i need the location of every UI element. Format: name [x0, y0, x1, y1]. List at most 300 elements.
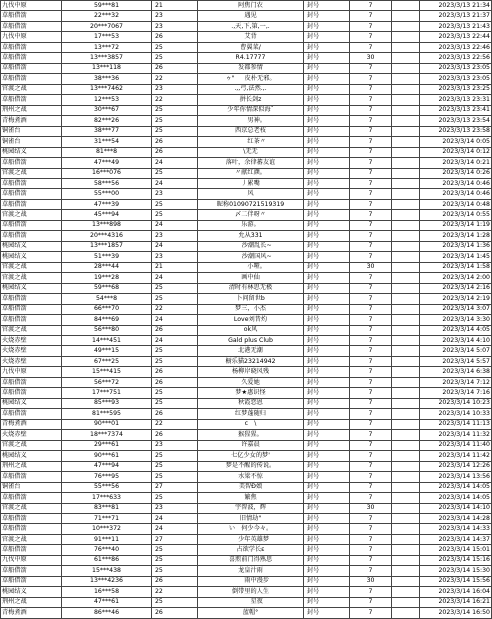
account-cell: 49***15	[62, 346, 152, 356]
role-name-cell: い 何少今々。	[198, 524, 304, 534]
time-cell: 2023/3/14 15:30	[420, 566, 492, 576]
level-cell: 25	[152, 283, 198, 293]
level-cell: 24	[152, 315, 198, 325]
status-cell: 封号	[304, 388, 350, 398]
account-cell: 18***7374	[62, 430, 152, 440]
empty-cell	[392, 147, 420, 157]
server-cell: 草船借箭	[1, 513, 62, 523]
server-cell: 草船借箭	[1, 178, 62, 188]
time-cell: 2023/3/14 0:46	[420, 189, 492, 199]
days-cell: 7	[350, 440, 392, 450]
days-cell: 7	[350, 482, 392, 492]
days-cell: 7	[350, 273, 392, 283]
server-cell: 草船借箭	[1, 158, 62, 168]
status-cell: 封号	[304, 608, 350, 618]
server-cell: 草船借箭	[1, 377, 62, 387]
empty-cell	[392, 210, 420, 220]
role-name-cell: 阿焦门农	[198, 1, 304, 11]
account-cell: 13***72	[62, 42, 152, 52]
days-cell: 7	[350, 587, 392, 597]
table-row	[1, 21, 492, 31]
status-cell: 封号	[304, 178, 350, 188]
status-cell: 封号	[304, 398, 350, 408]
time-cell: 2023/3/14 15:01	[420, 545, 492, 555]
table-row	[1, 430, 492, 440]
status-cell: 封号	[304, 346, 350, 356]
empty-cell	[392, 440, 420, 450]
role-name-cell: c \	[198, 419, 304, 429]
level-cell: 25	[152, 116, 198, 126]
time-cell: 2023/3/14 16:21	[420, 597, 492, 607]
role-name-cell: 龙皇汁雨	[198, 566, 304, 576]
server-cell: 草船借箭	[1, 199, 62, 209]
role-name-cell: 旧情劫"	[198, 513, 304, 523]
account-cell: 67***25	[62, 356, 152, 366]
days-cell: 7	[350, 168, 392, 178]
days-cell: 7	[350, 241, 392, 251]
status-cell: 封号	[304, 189, 350, 199]
role-name-cell: \无无	[198, 147, 304, 157]
role-name-cell: 西京总老枝	[198, 126, 304, 136]
account-cell: 45***94	[62, 210, 152, 220]
time-cell: 2023/3/13 22:46	[420, 42, 492, 52]
role-name-cell: 喜煎前门得熟思	[198, 555, 304, 565]
status-cell: 封号	[304, 587, 350, 597]
days-cell: 7	[350, 409, 392, 419]
level-cell: 25	[152, 597, 198, 607]
server-cell: 官渡之战	[1, 440, 62, 450]
status-cell: 封号	[304, 336, 350, 346]
empty-cell	[392, 315, 420, 325]
level-cell: 22	[152, 95, 198, 105]
role-name-cell: .,天,下,第,一,.	[198, 21, 304, 31]
status-cell: 封号	[304, 199, 350, 209]
status-cell: 封号	[304, 409, 350, 419]
account-cell: 81***8	[62, 147, 152, 157]
empty-cell	[392, 220, 420, 230]
server-cell: 官渡之战	[1, 262, 62, 272]
role-name-cell: 允从331	[198, 231, 304, 241]
status-cell: 封号	[304, 158, 350, 168]
account-cell: 20***7067	[62, 21, 152, 31]
status-cell: 封号	[304, 503, 350, 513]
table-row	[1, 367, 492, 377]
status-cell: 封号	[304, 294, 350, 304]
time-cell: 2023/3/13 23:58	[420, 126, 492, 136]
empty-cell	[392, 482, 420, 492]
server-cell: 草船借箭	[1, 21, 62, 31]
role-name-cell: 沙潮乱长~	[198, 241, 304, 251]
server-cell: 火烧赤壁	[1, 430, 62, 440]
empty-cell	[392, 252, 420, 262]
account-cell: 66***70	[62, 304, 152, 314]
server-cell: 火烧赤壁	[1, 336, 62, 346]
role-name-cell: 久爱她	[198, 377, 304, 387]
time-cell: 2023/3/14 7:16	[420, 388, 492, 398]
time-cell: 2023/3/14 14:05	[420, 482, 492, 492]
table-row	[1, 545, 492, 555]
days-cell: 7	[350, 315, 392, 325]
time-cell: 2023/3/14 11:40	[420, 440, 492, 450]
table-row	[1, 587, 492, 597]
status-cell: 封号	[304, 74, 350, 84]
account-cell: 47***49	[62, 158, 152, 168]
days-cell: 7	[350, 199, 392, 209]
time-cell: 2023/3/13 22:44	[420, 32, 492, 42]
account-cell: 17***751	[62, 388, 152, 398]
status-cell: 封号	[304, 576, 350, 586]
status-cell: 封号	[304, 126, 350, 136]
level-cell: 23	[152, 231, 198, 241]
account-cell: 13***3857	[62, 53, 152, 63]
time-cell: 2023/3/14 2:16	[420, 283, 492, 293]
empty-cell	[392, 472, 420, 482]
level-cell: 22	[152, 304, 198, 314]
level-cell: 25	[152, 126, 198, 136]
account-cell: 55***00	[62, 189, 152, 199]
status-cell: 封号	[304, 283, 350, 293]
status-cell: 封号	[304, 315, 350, 325]
table-row	[1, 315, 492, 325]
account-cell: 55***56	[62, 482, 152, 492]
days-cell: 7	[350, 11, 392, 21]
level-cell: 26	[152, 430, 198, 440]
role-name-cell: 丿累嘴	[198, 178, 304, 188]
empty-cell	[392, 262, 420, 272]
time-cell: 2023/3/13 23:05	[420, 74, 492, 84]
server-cell: 九伐中原	[1, 367, 62, 377]
empty-cell	[392, 534, 420, 544]
status-cell: 封号	[304, 220, 350, 230]
days-cell: 7	[350, 367, 392, 377]
account-cell: 59***68	[62, 283, 152, 293]
table-row	[1, 262, 492, 272]
days-cell: 7	[350, 32, 392, 42]
server-cell: 草船借箭	[1, 493, 62, 503]
status-cell: 封号	[304, 11, 350, 21]
empty-cell	[392, 42, 420, 52]
days-cell: 7	[350, 430, 392, 440]
days-cell: 7	[350, 534, 392, 544]
status-cell: 封号	[304, 1, 350, 11]
status-cell: 封号	[304, 241, 350, 251]
server-cell: 草船借箭	[1, 388, 62, 398]
time-cell: 2023/3/14 0:46	[420, 178, 492, 188]
server-cell: 官渡之战	[1, 325, 62, 335]
time-cell: 2023/3/14 3:30	[420, 315, 492, 325]
status-cell: 封号	[304, 273, 350, 283]
empty-cell	[392, 32, 420, 42]
table-row	[1, 482, 492, 492]
role-name-cell: 水梁不惊	[198, 472, 304, 482]
account-cell: 85***93	[62, 398, 152, 408]
account-cell: 17***53	[62, 32, 152, 42]
table-row	[1, 346, 492, 356]
status-cell: 封号	[304, 105, 350, 115]
role-name-cell: 七亿少女的梦'	[198, 451, 304, 461]
level-cell: 22	[152, 587, 198, 597]
level-cell: 25	[152, 388, 198, 398]
table-row	[1, 178, 492, 188]
table-row	[1, 63, 492, 73]
role-name-cell: R4.17777	[198, 53, 304, 63]
time-cell: 2023/3/14 4:05	[420, 325, 492, 335]
role-name-cell: 昵称01090721519319	[198, 199, 304, 209]
level-cell: 25	[152, 555, 198, 565]
time-cell: 2023/3/14 5:57	[420, 356, 492, 366]
account-cell: 15***415	[62, 367, 152, 377]
days-cell: 7	[350, 566, 392, 576]
empty-cell	[392, 273, 420, 283]
table-row	[1, 461, 492, 471]
table-row	[1, 576, 492, 586]
empty-cell	[392, 178, 420, 188]
empty-cell	[392, 158, 420, 168]
time-cell: 2023/3/14 5:07	[420, 346, 492, 356]
table-row	[1, 283, 492, 293]
account-cell: 47***39	[62, 199, 152, 209]
days-cell: 7	[350, 252, 392, 262]
time-cell: 2023/3/14 1:58	[420, 262, 492, 272]
time-cell: 2023/3/14 14:10	[420, 503, 492, 513]
account-cell: 13***898	[62, 220, 152, 230]
time-cell: 2023/3/14 1:19	[420, 220, 492, 230]
account-cell: 83***81	[62, 503, 152, 513]
table-row	[1, 356, 492, 366]
empty-cell	[392, 409, 420, 419]
account-cell: 71***71	[62, 513, 152, 523]
days-cell: 7	[350, 419, 392, 429]
days-cell: 7	[350, 231, 392, 241]
server-cell: 草船借箭	[1, 304, 62, 314]
status-cell: 封号	[304, 84, 350, 94]
server-cell: 草船借箭	[1, 294, 62, 304]
account-cell: 90***01	[62, 419, 152, 429]
account-cell: 30***67	[62, 105, 152, 115]
empty-cell	[392, 367, 420, 377]
status-cell: 封号	[304, 440, 350, 450]
account-cell: 76***95	[62, 472, 152, 482]
time-cell: 2023/3/14 16:04	[420, 587, 492, 597]
table-row	[1, 241, 492, 251]
role-name-cell: 猴猩猩。	[198, 430, 304, 440]
table-row	[1, 555, 492, 565]
role-name-cell: Love刘昔灼	[198, 315, 304, 325]
time-cell: 2023/3/14 14:28	[420, 513, 492, 523]
level-cell: 24	[152, 513, 198, 523]
server-cell: 草船借箭	[1, 231, 62, 241]
days-cell: 7	[350, 147, 392, 157]
level-cell: 25	[152, 105, 198, 115]
empty-cell	[392, 461, 420, 471]
table-row	[1, 126, 492, 136]
time-cell: 2023/3/14 3:07	[420, 304, 492, 314]
status-cell: 封号	[304, 21, 350, 31]
table-row	[1, 597, 492, 607]
empty-cell	[392, 597, 420, 607]
account-cell: 38***36	[62, 74, 152, 84]
days-cell: 7	[350, 210, 392, 220]
status-cell: 封号	[304, 147, 350, 157]
role-name-cell: 美智Ð娘	[198, 482, 304, 492]
empty-cell	[392, 241, 420, 251]
role-name-cell: Gald plus Club	[198, 336, 304, 346]
role-name-cell: 曹翼菜/	[198, 42, 304, 52]
role-name-cell: 北港无潮	[198, 346, 304, 356]
table-row	[1, 304, 492, 314]
level-cell: 25	[152, 472, 198, 482]
server-cell: 草船借箭	[1, 42, 62, 52]
level-cell: 24	[152, 273, 198, 283]
account-cell: 91***11	[62, 534, 152, 544]
days-cell: 7	[350, 545, 392, 555]
table-row	[1, 147, 492, 157]
status-cell: 封号	[304, 53, 350, 63]
role-name-cell: 〆二伴呀〃	[198, 210, 304, 220]
days-cell: 7	[350, 493, 392, 503]
days-cell: 7	[350, 325, 392, 335]
server-cell: 草船借箭	[1, 74, 62, 84]
days-cell: 7	[350, 116, 392, 126]
days-cell: 7	[350, 21, 392, 31]
role-name-cell: 小哑。	[198, 262, 304, 272]
days-cell: 7	[350, 84, 392, 94]
level-cell: 26	[152, 32, 198, 42]
time-cell: 2023/3/14 0:21	[420, 158, 492, 168]
empty-cell	[392, 325, 420, 335]
empty-cell	[392, 398, 420, 408]
level-cell: 23	[152, 84, 198, 94]
time-cell: 2023/3/14 11:32	[420, 430, 492, 440]
role-name-cell: 橱乐猫23214942	[198, 356, 304, 366]
server-cell: 铜雀台	[1, 137, 62, 147]
table-row	[1, 493, 492, 503]
role-name-cell: 梦★惠识怪	[198, 388, 304, 398]
account-cell: 31***54	[62, 137, 152, 147]
days-cell: 7	[350, 158, 392, 168]
role-name-cell: 清时有林思无极	[198, 283, 304, 293]
level-cell: 24	[152, 524, 198, 534]
empty-cell	[392, 336, 420, 346]
role-name-cell: ゥ" 皮朴无邪。	[198, 74, 304, 84]
server-cell: 草船借箭	[1, 95, 62, 105]
status-cell: 封号	[304, 95, 350, 105]
account-cell: 82***26	[62, 116, 152, 126]
account-cell: 29***61	[62, 440, 152, 450]
server-cell: 草船借箭	[1, 220, 62, 230]
empty-cell	[392, 137, 420, 147]
level-cell: 25	[152, 199, 198, 209]
days-cell: 7	[350, 283, 392, 293]
time-cell: 2023/3/13 21:37	[420, 11, 492, 21]
account-cell: 38***77	[62, 126, 152, 136]
account-cell: 56***72	[62, 377, 152, 387]
role-name-cell: 〃献红颜。	[198, 168, 304, 178]
empty-cell	[392, 555, 420, 565]
role-name-cell: 艾背	[198, 32, 304, 42]
level-cell: 26	[152, 576, 198, 586]
empty-cell	[392, 294, 420, 304]
empty-cell	[392, 199, 420, 209]
empty-cell	[392, 84, 420, 94]
days-cell: 7	[350, 461, 392, 471]
days-cell: 7	[350, 555, 392, 565]
status-cell: 封号	[304, 210, 350, 220]
days-cell: 30	[350, 503, 392, 513]
account-cell: 16***58	[62, 587, 152, 597]
days-cell: 7	[350, 220, 392, 230]
time-cell: 2023/3/14 4:10	[420, 336, 492, 346]
account-cell: 15***438	[62, 566, 152, 576]
status-cell: 封号	[304, 304, 350, 314]
table-row	[1, 189, 492, 199]
server-cell: 桃园结义	[1, 587, 62, 597]
role-name-cell: 雨中漫步	[198, 576, 304, 586]
role-name-cell: 卜问留世b	[198, 294, 304, 304]
level-cell: 22	[152, 74, 198, 84]
server-cell: 官渡之战	[1, 503, 62, 513]
server-cell: 桃园结义	[1, 252, 62, 262]
level-cell: 25	[152, 346, 198, 356]
status-cell: 封号	[304, 325, 350, 335]
days-cell: 7	[350, 74, 392, 84]
level-cell: 25	[152, 53, 198, 63]
server-cell: 官渡之战	[1, 168, 62, 178]
level-cell: 25	[152, 451, 198, 461]
level-cell: 26	[152, 147, 198, 157]
server-cell: 草船借箭	[1, 545, 62, 555]
empty-cell	[392, 388, 420, 398]
account-cell: 14***451	[62, 336, 152, 346]
account-cell: 61***86	[62, 555, 152, 565]
status-cell: 封号	[304, 231, 350, 241]
account-cell: 13***118	[62, 63, 152, 73]
server-cell: 草船借箭	[1, 576, 62, 586]
empty-cell	[392, 1, 420, 11]
level-cell: 23	[152, 252, 198, 262]
level-cell: 24	[152, 241, 198, 251]
table-row	[1, 116, 492, 126]
days-cell: 7	[350, 178, 392, 188]
table-row	[1, 74, 492, 84]
role-name-cell: 男神。	[198, 116, 304, 126]
days-cell: 7	[350, 398, 392, 408]
level-cell: 26	[152, 63, 198, 73]
days-cell: 7	[350, 304, 392, 314]
empty-cell	[392, 587, 420, 597]
empty-cell	[392, 576, 420, 586]
account-cell: 76***40	[62, 545, 152, 555]
days-cell: 7	[350, 356, 392, 366]
level-cell: 25	[152, 294, 198, 304]
days-cell: 30	[350, 262, 392, 272]
time-cell: 2023/3/14 11:42	[420, 451, 492, 461]
level-cell: 22	[152, 419, 198, 429]
server-cell: 青梅煮酒	[1, 608, 62, 618]
status-cell: 封号	[304, 534, 350, 544]
days-cell: 7	[350, 95, 392, 105]
account-cell: 81***595	[62, 409, 152, 419]
empty-cell	[392, 513, 420, 523]
role-name-cell: 拼长剑z	[198, 95, 304, 105]
account-cell: 84***69	[62, 315, 152, 325]
empty-cell	[392, 545, 420, 555]
level-cell: 25	[152, 168, 198, 178]
table-row	[1, 11, 492, 21]
server-cell: 草船借箭	[1, 566, 62, 576]
level-cell: 25	[152, 42, 198, 52]
account-cell: 12***53	[62, 95, 152, 105]
